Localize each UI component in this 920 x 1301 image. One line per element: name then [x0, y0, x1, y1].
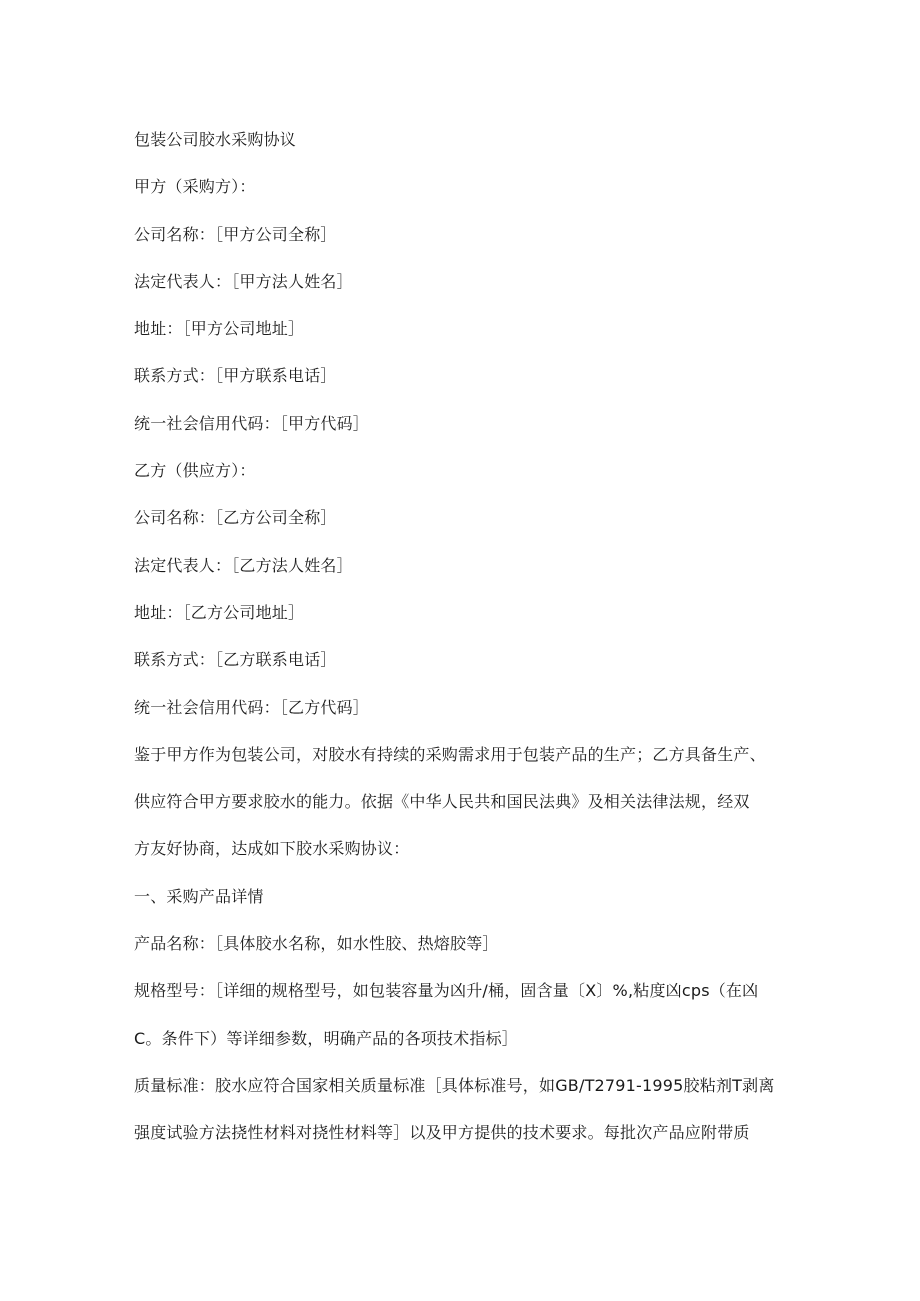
party-b-address: 地址：［乙方公司地址］: [134, 602, 305, 622]
quality-line-2: 强度试验方法挠性材料对挠性材料等］以及甲方提供的技术要求。每批次产品应附带质: [134, 1123, 750, 1143]
preamble-line-2: 供应符合甲方要求胶水的能力。依据《中华人民共和国民法典》及相关法律法规，经双: [134, 792, 750, 812]
party-a-contact: 联系方式：［甲方联系电话］: [134, 366, 337, 386]
party-b-credit-code: 统一社会信用代码：［乙方代码］: [134, 697, 370, 717]
party-a-address: 地址：［甲方公司地址］: [134, 319, 305, 339]
party-b-heading: 乙方（供应方）：: [134, 461, 256, 481]
party-a-legal-representative: 法定代表人：［甲方法人姓名］: [134, 271, 353, 291]
product-name: 产品名称：［具体胶水名称，如水性胶、热熔胶等］: [134, 934, 499, 954]
spec-line-1: 规格型号：［详细的规格型号，如包装容量为凶升/桶，固含量〔X〕%,粘度凶cps（在凶: [134, 981, 759, 1001]
party-b-legal-representative: 法定代表人：［乙方法人姓名］: [134, 555, 353, 575]
party-b-contact: 联系方式：［乙方联系电话］: [134, 650, 337, 670]
spec-line-2: C。条件下）等详细参数，明确产品的各项技术指标］: [134, 1028, 518, 1048]
preamble-line-1: 鉴于甲方作为包装公司，对胶水有持续的采购需求用于包装产品的生产；乙方具备生产、: [134, 744, 766, 764]
party-a-heading: 甲方（采购方）：: [134, 177, 256, 197]
party-a-company-name: 公司名称：［甲方公司全称］: [134, 224, 337, 244]
party-b-company-name: 公司名称：［乙方公司全称］: [134, 508, 337, 528]
party-a-credit-code: 统一社会信用代码：［甲方代码］: [134, 413, 370, 433]
section-heading-1: 一、采购产品详情: [134, 886, 264, 906]
preamble-line-3: 方友好协商，达成如下胶水采购协议：: [134, 839, 410, 859]
quality-line-1: 质量标准：胶水应符合国家相关质量标准［具体标准号，如GB/T2791-1995胶粘剂T剥离: [134, 1075, 775, 1095]
document-title: 包装公司胶水采购协议: [134, 130, 297, 149]
document-body: [134, 116, 794, 1157]
